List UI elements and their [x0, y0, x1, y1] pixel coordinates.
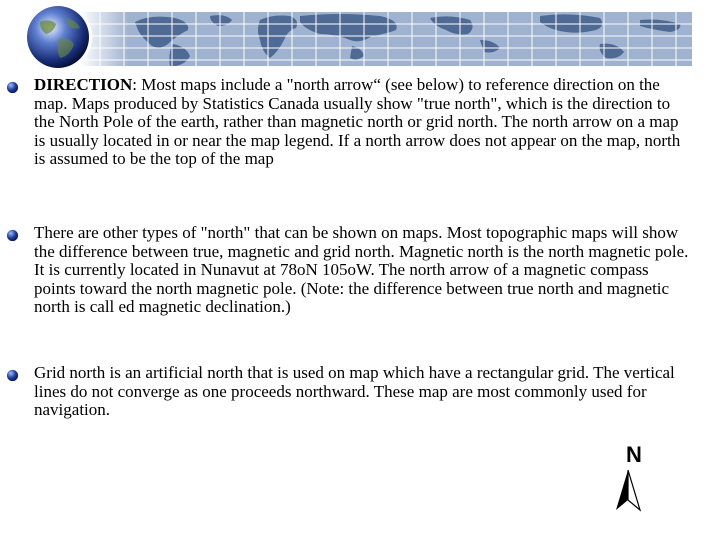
bullet-paragraph: There are other types of "north" that can be shown on maps. Most topographic maps will show the difference between true, magnetic and grid north. Magnetic north is the north magnetic pole. It is currently located in Nunavut at 78oN 105oW. The north arrow of a magnetic compass points toward the north magnetic pole. (Note: the difference between true north and magnetic north is call ed magnetic declination.) — [34, 223, 689, 316]
north-arrow-icon — [612, 440, 654, 516]
header-banner — [0, 0, 720, 72]
bullet-paragraph: Grid north is an artificial north that is used on map which have a rectangular grid. The vertical lines do not converge as one proceeds northward. These map are most commonly used for navigation. — [34, 363, 675, 419]
bullet-icon — [6, 369, 19, 382]
bullet-body: : Most maps include a "north arrow“ (see below) to reference direction on the map. Maps produced by Statistics Canada usually show "true north", which is the direction to the North Pole of the earth, rather than magnetic north or grid north. The north arrow on a map is usually located in or near the map legend. If a north arrow does not appear on the map, north is assumed to be the top of the map — [34, 75, 681, 168]
north-arrow-label: N — [626, 442, 642, 467]
bullet-heading: DIRECTION — [34, 75, 133, 94]
world-map-banner — [0, 0, 720, 72]
globe-icon — [24, 3, 92, 71]
bullet-icon — [6, 81, 19, 94]
bullet-icon — [6, 229, 19, 242]
bullet-paragraph — [34, 76, 694, 169]
